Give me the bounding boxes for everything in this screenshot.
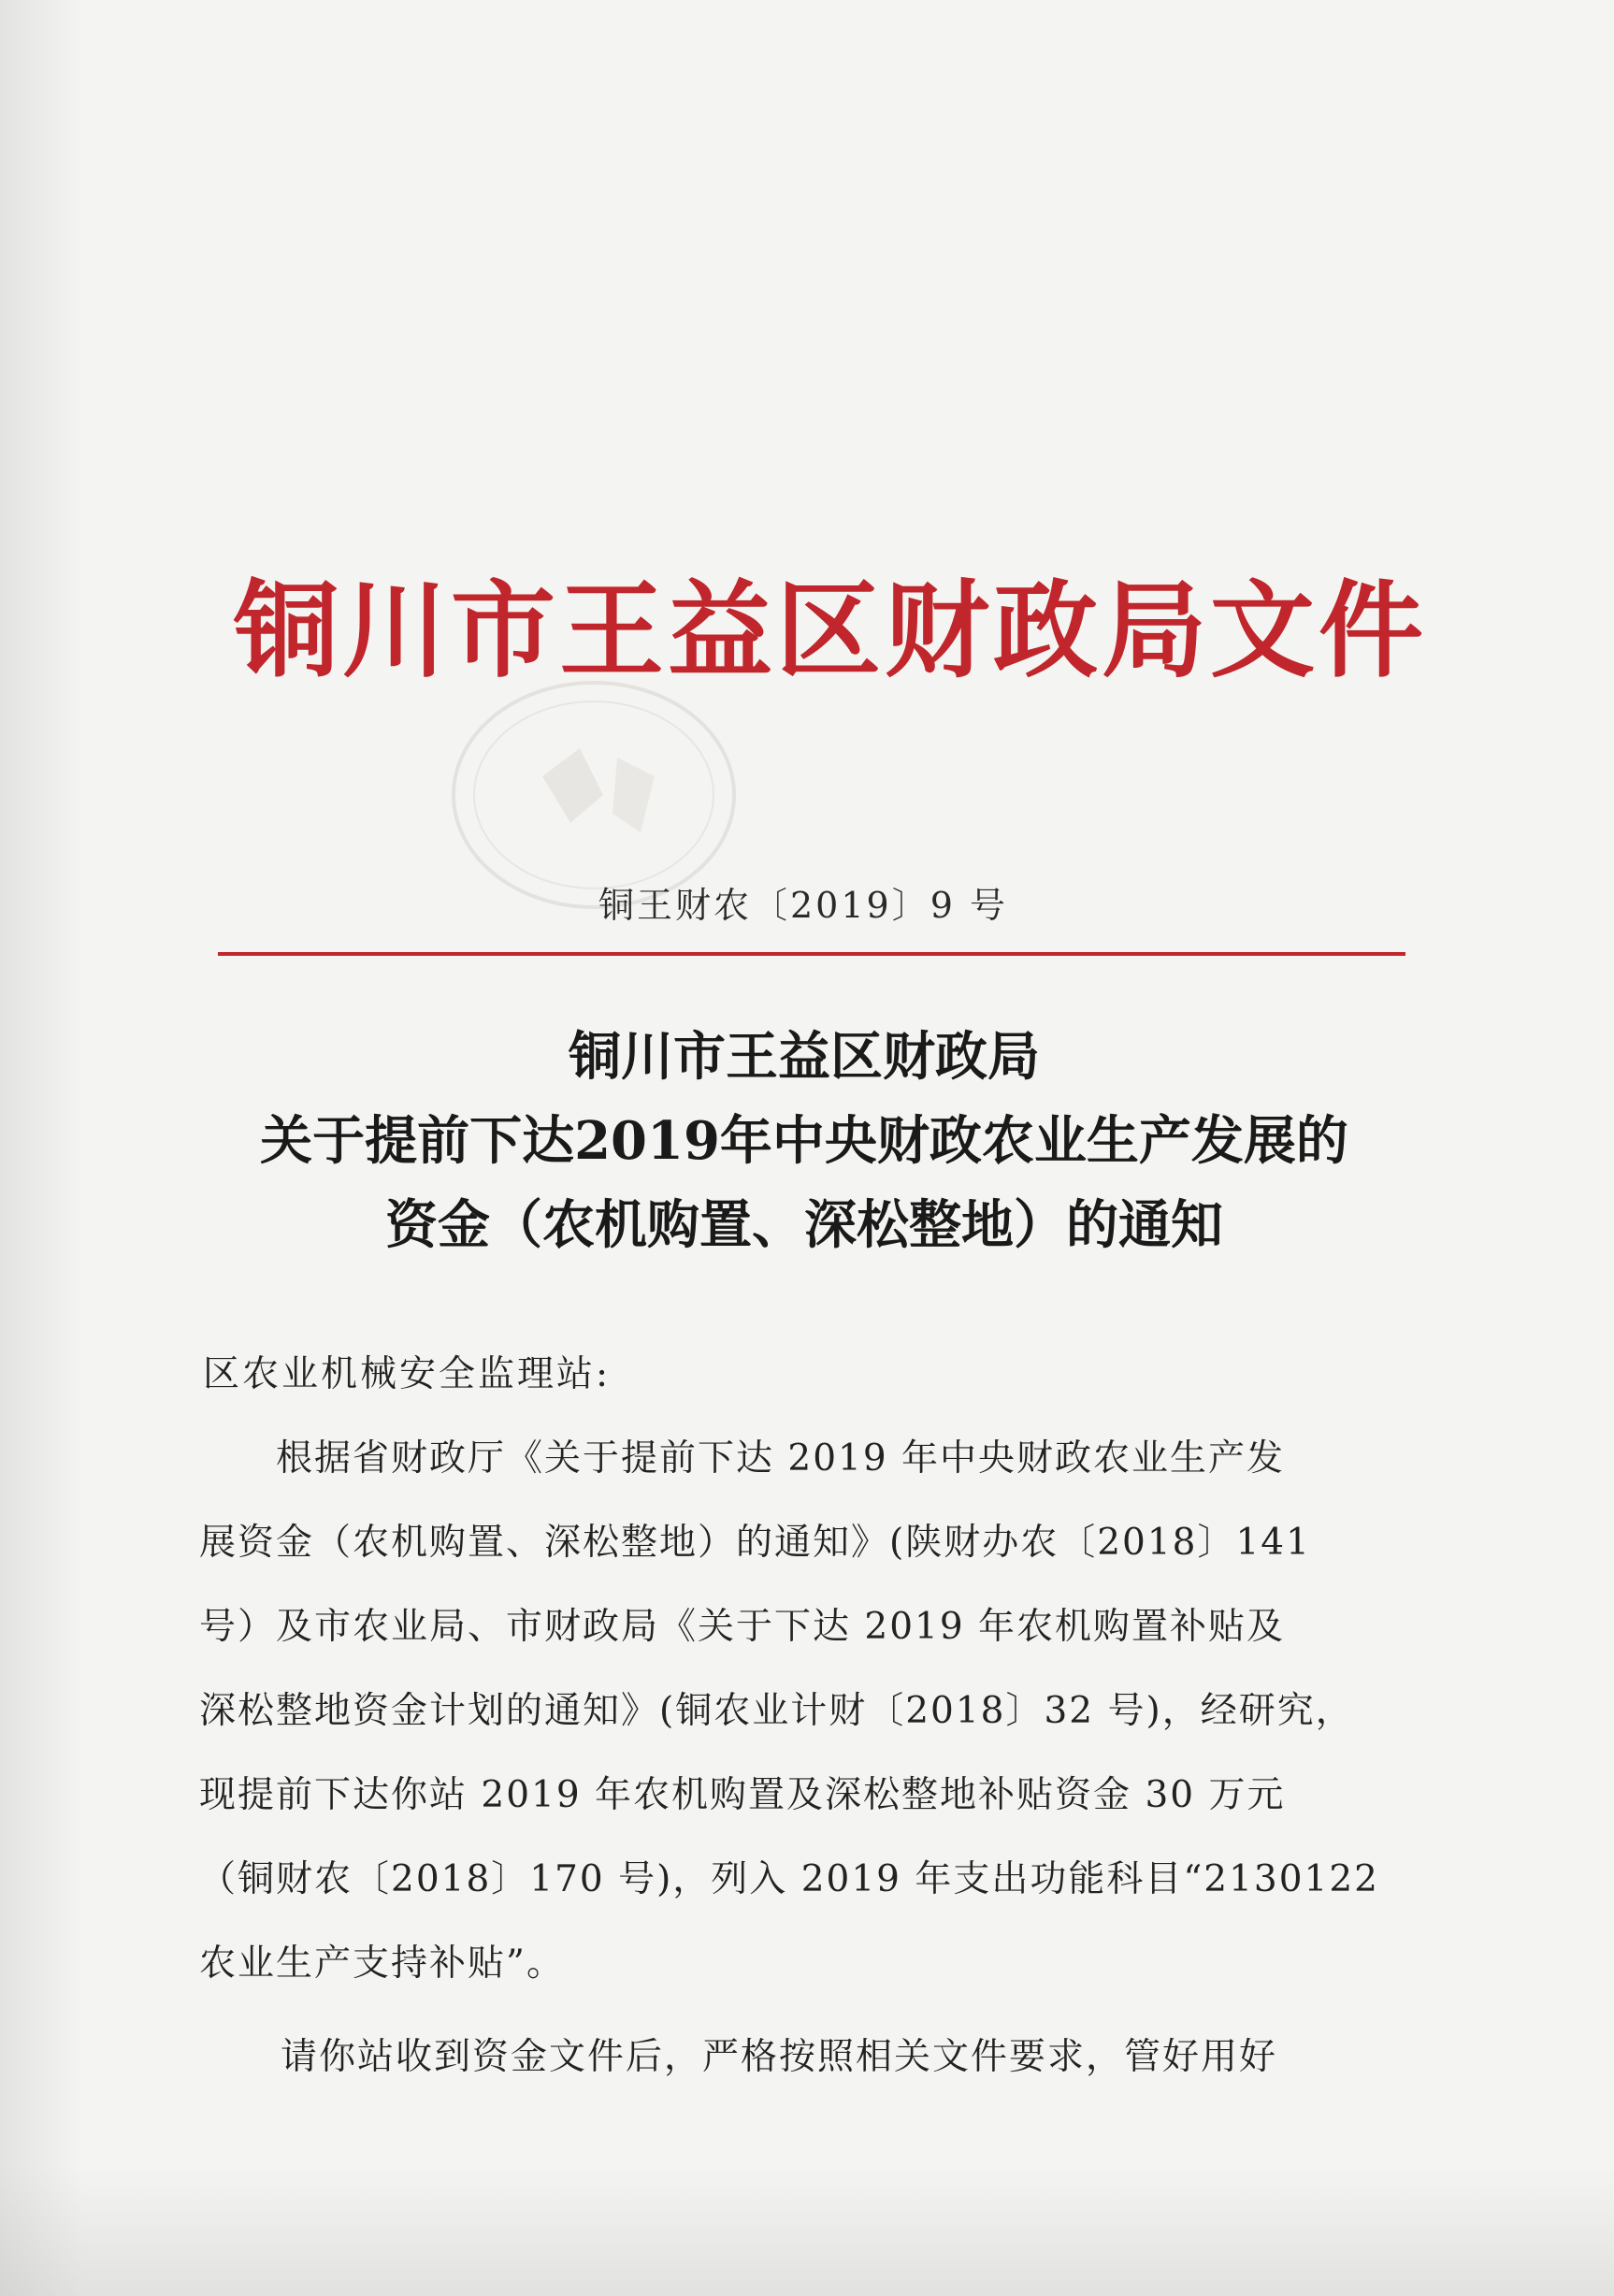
paragraph-line: 根据省财政厅《关于提前下达 2019 年中央财政农业生产发 (276, 1437, 1286, 1480)
paragraph-line: 深松整地资金计划的通知》(铜农业计财〔2018〕32 号)，经研究， (199, 1690, 1354, 1732)
paragraph-line: （铜财农〔2018〕170 号)，列入 2019 年支出功能科目“2130122 (199, 1858, 1379, 1900)
paragraph-line: 号）及市农业局、市财政局《关于下达 2019 年农机购置补贴及 (199, 1606, 1286, 1648)
paragraph-line: 请你站收到资金文件后，严格按照相关文件要求，管好用好 (281, 2036, 1278, 2078)
document-number: 铜王财农〔2019〕9 号 (598, 885, 1008, 926)
paragraph-line: 现提前下达你站 2019 年农机购置及深松整地补贴资金 30 万元 (199, 1774, 1286, 1816)
paragraph-line: 展资金（农机购置、深松整地）的通知》(陕财办农〔2018〕141 (199, 1522, 1311, 1564)
notice-title-line: 资金（农机购置、深松整地）的通知 (385, 1194, 1223, 1256)
document-header-title: 铜川市王益区财政局文件 (234, 570, 1427, 692)
paper-shadow-bottom (0, 2165, 1614, 2296)
recipient-line: 区农业机械安全监理站: (203, 1353, 612, 1395)
notice-title (168, 1015, 1440, 1267)
paper-shadow-left (0, 0, 84, 2296)
notice-title-line: 铜川市王益区财政局 (569, 1026, 1040, 1088)
notice-title-line: 关于提前下达2019年中央财政农业生产发展的 (260, 1110, 1348, 1172)
paragraph-line: 农业生产支持补贴”。 (199, 1942, 565, 1985)
red-separator-line (218, 952, 1405, 956)
